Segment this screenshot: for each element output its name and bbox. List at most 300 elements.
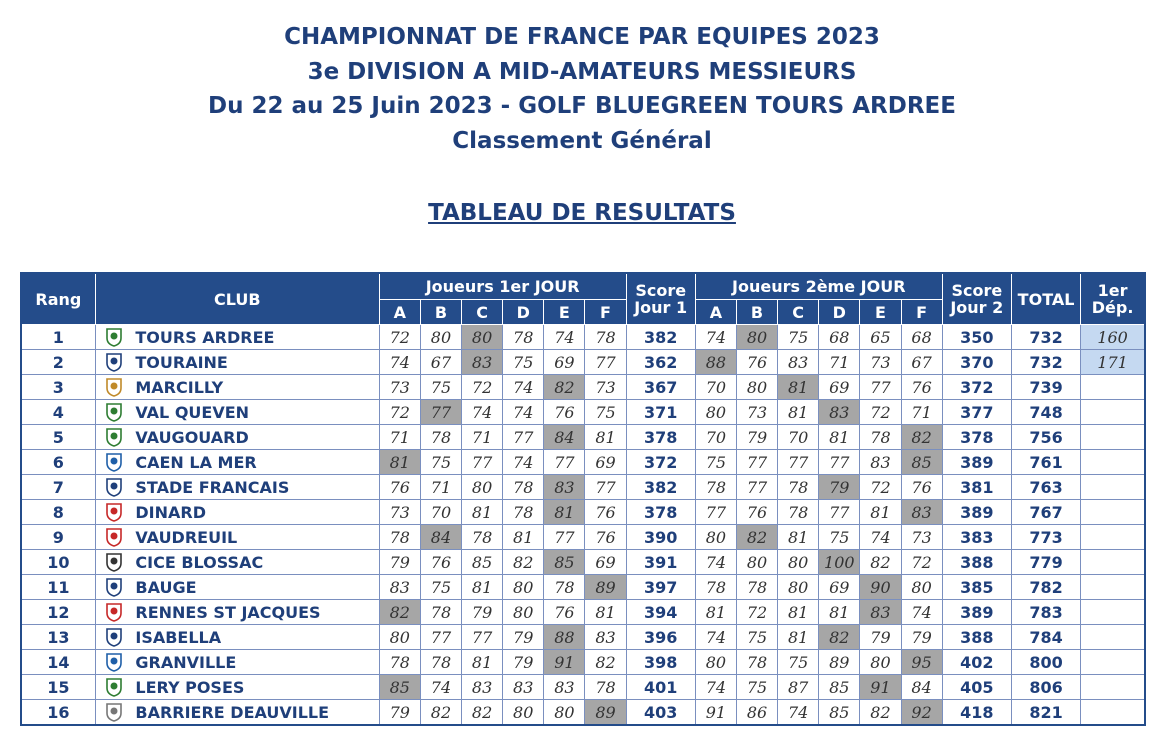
day1-score-f: 82 bbox=[585, 650, 626, 675]
score-day1: 401 bbox=[626, 675, 695, 700]
score-day1: 397 bbox=[626, 575, 695, 600]
club-name: MARCILLY bbox=[131, 375, 379, 400]
day1-score-c: 85 bbox=[462, 550, 503, 575]
day2-score-f: 80 bbox=[901, 575, 942, 600]
club-name: BARRIERE DEAUVILLE bbox=[131, 700, 379, 726]
day1-score-d: 74 bbox=[503, 375, 544, 400]
day1-score-b: 75 bbox=[420, 375, 461, 400]
header-d2-a: A bbox=[695, 300, 736, 325]
score-day2: 350 bbox=[942, 325, 1011, 350]
day1-score-f: 76 bbox=[585, 525, 626, 550]
score-day1: 362 bbox=[626, 350, 695, 375]
day2-score-d: 100 bbox=[819, 550, 860, 575]
day2-score-f: 67 bbox=[901, 350, 942, 375]
day1-score-b: 82 bbox=[420, 700, 461, 726]
day2-score-d: 77 bbox=[819, 450, 860, 475]
club-name: BAUGE bbox=[131, 575, 379, 600]
total-score: 779 bbox=[1011, 550, 1080, 575]
score-day1: 378 bbox=[626, 500, 695, 525]
header-club: CLUB bbox=[95, 273, 379, 325]
day1-score-e: 85 bbox=[544, 550, 585, 575]
day2-score-a: 74 bbox=[695, 675, 736, 700]
marcilly-logo-icon bbox=[104, 377, 124, 397]
rank-cell: 12 bbox=[21, 600, 95, 625]
day2-score-a: 77 bbox=[695, 500, 736, 525]
day1-score-e: 91 bbox=[544, 650, 585, 675]
rank-cell: 6 bbox=[21, 450, 95, 475]
day2-score-a: 74 bbox=[695, 625, 736, 650]
table-row bbox=[21, 400, 1145, 425]
rank-cell: 15 bbox=[21, 675, 95, 700]
table-row bbox=[21, 625, 1145, 650]
day1-score-d: 78 bbox=[503, 500, 544, 525]
header-score-day1-l2: Jour 1 bbox=[634, 298, 688, 317]
day1-score-b: 76 bbox=[420, 550, 461, 575]
club-logo-cell bbox=[95, 325, 131, 350]
departage-value bbox=[1081, 425, 1145, 450]
total-score: 821 bbox=[1011, 700, 1080, 726]
day2-score-e: 65 bbox=[860, 325, 901, 350]
rank-cell: 2 bbox=[21, 350, 95, 375]
club-name: STADE FRANCAIS bbox=[131, 475, 379, 500]
score-day1: 403 bbox=[626, 700, 695, 726]
total-score: 806 bbox=[1011, 675, 1080, 700]
day1-score-f: 83 bbox=[585, 625, 626, 650]
day2-score-f: 95 bbox=[901, 650, 942, 675]
day1-score-f: 89 bbox=[585, 575, 626, 600]
club-logo-cell bbox=[95, 550, 131, 575]
table-row bbox=[21, 375, 1145, 400]
day2-score-d: 71 bbox=[819, 350, 860, 375]
club-logo-cell bbox=[95, 525, 131, 550]
day1-score-c: 80 bbox=[462, 475, 503, 500]
day1-score-f: 81 bbox=[585, 425, 626, 450]
rank-cell: 3 bbox=[21, 375, 95, 400]
total-score: 732 bbox=[1011, 325, 1080, 350]
score-day2: 370 bbox=[942, 350, 1011, 375]
score-day2: 388 bbox=[942, 550, 1011, 575]
score-day1: 396 bbox=[626, 625, 695, 650]
total-score: 800 bbox=[1011, 650, 1080, 675]
day2-score-b: 73 bbox=[736, 400, 777, 425]
day1-score-a: 80 bbox=[379, 625, 420, 650]
day1-score-c: 72 bbox=[462, 375, 503, 400]
total-score: 761 bbox=[1011, 450, 1080, 475]
departage-value bbox=[1081, 625, 1145, 650]
day2-score-c: 77 bbox=[778, 450, 819, 475]
header-d2-c: C bbox=[778, 300, 819, 325]
header-total: TOTAL bbox=[1011, 273, 1080, 325]
total-score: 748 bbox=[1011, 400, 1080, 425]
isabella-logo-icon bbox=[104, 627, 124, 647]
club-name: CICE BLOSSAC bbox=[131, 550, 379, 575]
rank-cell: 13 bbox=[21, 625, 95, 650]
header-score-day2-l1: Score bbox=[951, 281, 1003, 300]
circle-logo-icon bbox=[104, 677, 124, 697]
club-logo-cell bbox=[95, 375, 131, 400]
departage-value bbox=[1081, 475, 1145, 500]
score-day2: 405 bbox=[942, 675, 1011, 700]
club-logo-cell bbox=[95, 450, 131, 475]
day2-score-c: 75 bbox=[778, 325, 819, 350]
day2-score-b: 80 bbox=[736, 550, 777, 575]
day2-score-f: 72 bbox=[901, 550, 942, 575]
club-logo-cell bbox=[95, 350, 131, 375]
score-day1: 371 bbox=[626, 400, 695, 425]
header-d1-c: C bbox=[462, 300, 503, 325]
rank-cell: 14 bbox=[21, 650, 95, 675]
rank-cell: 10 bbox=[21, 550, 95, 575]
departage-value bbox=[1081, 550, 1145, 575]
day1-score-d: 80 bbox=[503, 700, 544, 726]
rank-cell: 11 bbox=[21, 575, 95, 600]
table-row bbox=[21, 675, 1145, 700]
day2-score-a: 80 bbox=[695, 400, 736, 425]
header-d2-d: D bbox=[819, 300, 860, 325]
day2-score-c: 80 bbox=[778, 575, 819, 600]
day2-score-f: 68 bbox=[901, 325, 942, 350]
departage-value bbox=[1081, 375, 1145, 400]
total-score: 782 bbox=[1011, 575, 1080, 600]
day1-score-d: 79 bbox=[503, 650, 544, 675]
day2-score-d: 75 bbox=[819, 525, 860, 550]
score-day2: 377 bbox=[942, 400, 1011, 425]
total-score: 756 bbox=[1011, 425, 1080, 450]
day1-score-a: 73 bbox=[379, 375, 420, 400]
day1-score-f: 81 bbox=[585, 600, 626, 625]
day1-score-d: 79 bbox=[503, 625, 544, 650]
club-name: TOURAINE bbox=[131, 350, 379, 375]
club-name: CAEN LA MER bbox=[131, 450, 379, 475]
club-logo-cell bbox=[95, 650, 131, 675]
table-row bbox=[21, 525, 1145, 550]
day2-score-e: 77 bbox=[860, 375, 901, 400]
day2-score-a: 81 bbox=[695, 600, 736, 625]
header-d1-e: E bbox=[544, 300, 585, 325]
day1-score-a: 79 bbox=[379, 700, 420, 726]
day2-score-b: 77 bbox=[736, 475, 777, 500]
table-row bbox=[21, 500, 1145, 525]
day2-score-d: 81 bbox=[819, 425, 860, 450]
club-logo-cell bbox=[95, 675, 131, 700]
rank-cell: 9 bbox=[21, 525, 95, 550]
dates-venue: Du 22 au 25 Juin 2023 - GOLF BLUEGREEN TOURS ARDREE bbox=[208, 93, 956, 119]
day2-score-d: 68 bbox=[819, 325, 860, 350]
departage-value bbox=[1081, 600, 1145, 625]
club-name: GRANVILLE bbox=[131, 650, 379, 675]
day2-score-f: 85 bbox=[901, 450, 942, 475]
day2-score-f: 84 bbox=[901, 675, 942, 700]
day1-score-e: 83 bbox=[544, 675, 585, 700]
day2-score-a: 74 bbox=[695, 550, 736, 575]
day2-score-b: 75 bbox=[736, 625, 777, 650]
day1-score-f: 89 bbox=[585, 700, 626, 726]
day1-score-a: 73 bbox=[379, 500, 420, 525]
day1-score-f: 78 bbox=[585, 675, 626, 700]
day2-score-c: 81 bbox=[778, 375, 819, 400]
ermine-shield-icon bbox=[104, 552, 124, 572]
header-d2-f: F bbox=[901, 300, 942, 325]
day2-score-f: 83 bbox=[901, 500, 942, 525]
day1-score-f: 69 bbox=[585, 450, 626, 475]
club-logo-cell bbox=[95, 700, 131, 726]
header-departage bbox=[1081, 273, 1145, 325]
score-day2: 385 bbox=[942, 575, 1011, 600]
table-row bbox=[21, 475, 1145, 500]
header-rang: Rang bbox=[21, 273, 95, 325]
club-logo-cell bbox=[95, 475, 131, 500]
day2-score-b: 82 bbox=[736, 525, 777, 550]
day1-score-c: 79 bbox=[462, 600, 503, 625]
day2-score-e: 83 bbox=[860, 600, 901, 625]
day2-score-c: 81 bbox=[778, 625, 819, 650]
rank-cell: 4 bbox=[21, 400, 95, 425]
barriere-logo-icon bbox=[104, 702, 124, 722]
rank-cell: 8 bbox=[21, 500, 95, 525]
day2-score-c: 81 bbox=[778, 400, 819, 425]
score-day2: 418 bbox=[942, 700, 1011, 726]
day1-score-d: 81 bbox=[503, 525, 544, 550]
day1-score-c: 83 bbox=[462, 350, 503, 375]
score-day1: 378 bbox=[626, 425, 695, 450]
score-day1: 367 bbox=[626, 375, 695, 400]
day1-score-a: 76 bbox=[379, 475, 420, 500]
shield-logo-icon bbox=[104, 452, 124, 472]
total-score: 732 bbox=[1011, 350, 1080, 375]
rank-cell: 1 bbox=[21, 325, 95, 350]
header-day1-players: Joueurs 1er JOUR bbox=[379, 273, 626, 300]
score-day1: 394 bbox=[626, 600, 695, 625]
day2-score-e: 91 bbox=[860, 675, 901, 700]
departage-value bbox=[1081, 500, 1145, 525]
day1-score-b: 75 bbox=[420, 575, 461, 600]
day1-score-a: 78 bbox=[379, 650, 420, 675]
club-name: VAL QUEVEN bbox=[131, 400, 379, 425]
day2-score-e: 78 bbox=[860, 425, 901, 450]
day2-score-e: 82 bbox=[860, 550, 901, 575]
day1-score-a: 71 bbox=[379, 425, 420, 450]
header-score-day2 bbox=[942, 273, 1011, 325]
day1-score-e: 69 bbox=[544, 350, 585, 375]
score-day2: 389 bbox=[942, 450, 1011, 475]
header-day2-players: Joueurs 2ème JOUR bbox=[695, 273, 942, 300]
day2-score-c: 83 bbox=[778, 350, 819, 375]
day1-score-f: 69 bbox=[585, 550, 626, 575]
day2-score-a: 75 bbox=[695, 450, 736, 475]
table-row bbox=[21, 425, 1145, 450]
score-day1: 382 bbox=[626, 325, 695, 350]
day2-score-e: 80 bbox=[860, 650, 901, 675]
day1-score-d: 74 bbox=[503, 450, 544, 475]
day1-score-b: 77 bbox=[420, 400, 461, 425]
day1-score-d: 82 bbox=[503, 550, 544, 575]
day1-score-e: 78 bbox=[544, 575, 585, 600]
day1-score-c: 81 bbox=[462, 650, 503, 675]
day2-score-b: 72 bbox=[736, 600, 777, 625]
day2-score-c: 80 bbox=[778, 550, 819, 575]
day2-score-d: 81 bbox=[819, 600, 860, 625]
day2-score-f: 92 bbox=[901, 700, 942, 726]
day2-score-a: 78 bbox=[695, 475, 736, 500]
club-logo-cell bbox=[95, 500, 131, 525]
day1-score-b: 77 bbox=[420, 625, 461, 650]
club-name: VAUDREUIL bbox=[131, 525, 379, 550]
results-body bbox=[21, 325, 1145, 726]
club-name: ISABELLA bbox=[131, 625, 379, 650]
score-day2: 381 bbox=[942, 475, 1011, 500]
departage-value: 160 bbox=[1081, 325, 1145, 350]
departage-value bbox=[1081, 575, 1145, 600]
day2-score-c: 75 bbox=[778, 650, 819, 675]
departage-value bbox=[1081, 675, 1145, 700]
day1-score-a: 72 bbox=[379, 400, 420, 425]
departage-value bbox=[1081, 650, 1145, 675]
day1-score-d: 83 bbox=[503, 675, 544, 700]
day2-score-f: 82 bbox=[901, 425, 942, 450]
day1-score-a: 78 bbox=[379, 525, 420, 550]
day2-score-c: 87 bbox=[778, 675, 819, 700]
day2-score-b: 86 bbox=[736, 700, 777, 726]
day1-score-c: 77 bbox=[462, 625, 503, 650]
day2-score-d: 69 bbox=[819, 575, 860, 600]
day2-score-c: 70 bbox=[778, 425, 819, 450]
total-score: 767 bbox=[1011, 500, 1080, 525]
day1-score-c: 78 bbox=[462, 525, 503, 550]
departage-value bbox=[1081, 700, 1145, 726]
total-score: 783 bbox=[1011, 600, 1080, 625]
day2-score-a: 88 bbox=[695, 350, 736, 375]
club-name: RENNES ST JACQUES bbox=[131, 600, 379, 625]
day1-score-c: 74 bbox=[462, 400, 503, 425]
day1-score-b: 84 bbox=[420, 525, 461, 550]
day2-score-b: 78 bbox=[736, 650, 777, 675]
striped-shield-icon bbox=[104, 577, 124, 597]
header-d2-b: B bbox=[736, 300, 777, 325]
day1-score-c: 71 bbox=[462, 425, 503, 450]
results-table bbox=[20, 272, 1146, 726]
day2-score-d: 83 bbox=[819, 400, 860, 425]
day1-score-a: 83 bbox=[379, 575, 420, 600]
day2-score-e: 90 bbox=[860, 575, 901, 600]
day2-score-c: 81 bbox=[778, 525, 819, 550]
club-name: DINARD bbox=[131, 500, 379, 525]
day1-score-b: 75 bbox=[420, 450, 461, 475]
departage-value bbox=[1081, 400, 1145, 425]
table-row bbox=[21, 450, 1145, 475]
day1-score-b: 70 bbox=[420, 500, 461, 525]
rank-cell: 5 bbox=[21, 425, 95, 450]
day1-score-a: 82 bbox=[379, 600, 420, 625]
sf-shield-icon bbox=[104, 477, 124, 497]
header-score-day2-l2: Jour 2 bbox=[950, 298, 1004, 317]
score-day1: 382 bbox=[626, 475, 695, 500]
header-dep-l1: 1er bbox=[1097, 281, 1128, 300]
day1-score-e: 76 bbox=[544, 400, 585, 425]
championship-title: CHAMPIONNAT DE FRANCE PAR EQUIPES 2023 bbox=[284, 24, 880, 50]
score-day1: 390 bbox=[626, 525, 695, 550]
club-name: VAUGOUARD bbox=[131, 425, 379, 450]
day2-score-f: 73 bbox=[901, 525, 942, 550]
day1-score-b: 78 bbox=[420, 425, 461, 450]
score-day2: 402 bbox=[942, 650, 1011, 675]
day2-score-a: 78 bbox=[695, 575, 736, 600]
club-logo-cell bbox=[95, 575, 131, 600]
club-name: TOURS ARDREE bbox=[131, 325, 379, 350]
day2-score-d: 82 bbox=[819, 625, 860, 650]
header-d1-b: B bbox=[420, 300, 461, 325]
day1-score-a: 81 bbox=[379, 450, 420, 475]
club-name: LERY POSES bbox=[131, 675, 379, 700]
day1-score-e: 83 bbox=[544, 475, 585, 500]
blue-shield-icon bbox=[104, 652, 124, 672]
day1-score-b: 78 bbox=[420, 600, 461, 625]
table-row bbox=[21, 700, 1145, 726]
day1-score-d: 75 bbox=[503, 350, 544, 375]
score-day2: 378 bbox=[942, 425, 1011, 450]
round-crest-icon bbox=[104, 352, 124, 372]
score-day2: 383 bbox=[942, 525, 1011, 550]
day2-score-b: 76 bbox=[736, 350, 777, 375]
score-day2: 372 bbox=[942, 375, 1011, 400]
day2-score-d: 85 bbox=[819, 700, 860, 726]
day2-score-a: 80 bbox=[695, 525, 736, 550]
header-score-day1 bbox=[626, 273, 695, 325]
day2-score-e: 82 bbox=[860, 700, 901, 726]
day2-score-d: 79 bbox=[819, 475, 860, 500]
day1-score-a: 72 bbox=[379, 325, 420, 350]
day2-score-b: 80 bbox=[736, 325, 777, 350]
score-day1: 372 bbox=[626, 450, 695, 475]
day1-score-e: 76 bbox=[544, 600, 585, 625]
day1-score-c: 82 bbox=[462, 700, 503, 726]
table-row bbox=[21, 350, 1145, 375]
club-logo-cell bbox=[95, 400, 131, 425]
day1-score-e: 81 bbox=[544, 500, 585, 525]
day2-score-b: 77 bbox=[736, 450, 777, 475]
day1-score-c: 81 bbox=[462, 575, 503, 600]
header-d1-f: F bbox=[585, 300, 626, 325]
header-dep-l2: Dép. bbox=[1091, 298, 1134, 317]
division-title: 3e DIVISION A MID-AMATEURS MESSIEURS bbox=[307, 58, 857, 85]
table-row bbox=[21, 650, 1145, 675]
day1-score-c: 83 bbox=[462, 675, 503, 700]
day1-score-a: 85 bbox=[379, 675, 420, 700]
table-row bbox=[21, 550, 1145, 575]
day2-score-b: 79 bbox=[736, 425, 777, 450]
day2-score-b: 75 bbox=[736, 675, 777, 700]
day2-score-d: 89 bbox=[819, 650, 860, 675]
club-logo-cell bbox=[95, 625, 131, 650]
day2-score-b: 76 bbox=[736, 500, 777, 525]
day1-score-c: 80 bbox=[462, 325, 503, 350]
day1-score-e: 74 bbox=[544, 325, 585, 350]
day1-score-b: 71 bbox=[420, 475, 461, 500]
day2-score-c: 74 bbox=[778, 700, 819, 726]
header-score-day1-l1: Score bbox=[635, 281, 687, 300]
page-header bbox=[0, 20, 1164, 158]
day1-score-b: 74 bbox=[420, 675, 461, 700]
day2-score-a: 80 bbox=[695, 650, 736, 675]
score-day2: 389 bbox=[942, 500, 1011, 525]
table-row bbox=[21, 325, 1145, 350]
score-day2: 389 bbox=[942, 600, 1011, 625]
day1-score-e: 80 bbox=[544, 700, 585, 726]
club-logo-cell bbox=[95, 600, 131, 625]
rank-cell: 7 bbox=[21, 475, 95, 500]
day2-score-a: 91 bbox=[695, 700, 736, 726]
day2-score-f: 76 bbox=[901, 475, 942, 500]
day1-score-f: 77 bbox=[585, 350, 626, 375]
